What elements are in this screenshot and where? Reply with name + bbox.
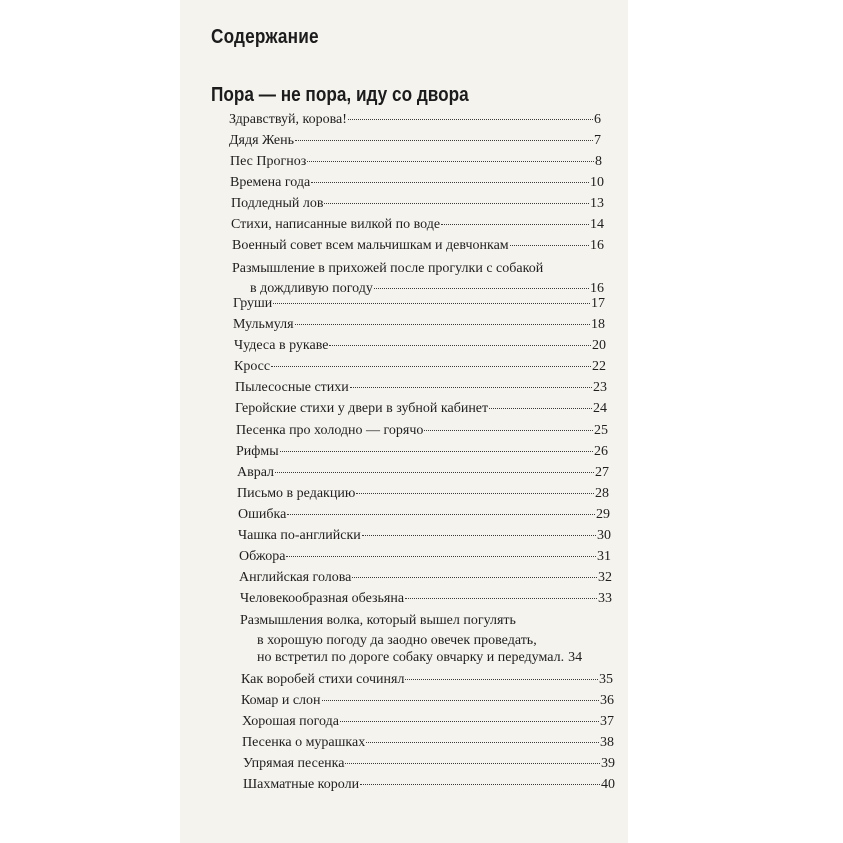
entry-title: Рифмы [236, 444, 279, 459]
entry-title: Упрямая песенка [243, 756, 345, 771]
toc-entry [238, 528, 611, 548]
dot-leader [307, 161, 594, 162]
entry-page: 8 [595, 154, 602, 169]
dot-leader [295, 140, 593, 141]
entry-title: Письмо в редакцию [237, 486, 356, 501]
entry-title: Хорошая погода [242, 714, 339, 729]
toc-entry [237, 465, 609, 485]
entry-title: Пес Прогноз [230, 154, 307, 169]
dot-leader [287, 514, 595, 515]
entry-page: 24 [593, 401, 607, 416]
toc-entry [236, 423, 608, 443]
entry-title: Чашка по-английски [238, 528, 361, 543]
entry-page: 37 [600, 714, 614, 729]
entry-page: 10 [590, 175, 604, 190]
entry-title: Чудеса в рукаве [234, 338, 329, 353]
dot-leader [366, 742, 599, 743]
toc-entry [237, 486, 609, 506]
toc-entry [233, 296, 605, 316]
entry-title: Геройские стихи у двери в зубной кабинет [235, 401, 489, 416]
entry-page: 28 [595, 486, 609, 501]
toc-entry [232, 238, 604, 258]
toc-entry-line: Размышления волка, который вышел погулять [240, 613, 516, 628]
toc-entry-line: в хорошую погоду да заодно овечек проведать, [257, 633, 537, 648]
entry-title: но встретил по дороге собаку овчарку и передумал. [257, 650, 565, 665]
entry-page: 31 [597, 549, 611, 564]
entry-page: 16 [590, 238, 604, 253]
entry-title: Как воробей стихи сочинял [241, 672, 405, 687]
entry-page: 35 [599, 672, 613, 687]
page-title: Содержание [211, 26, 319, 48]
entry-page: 6 [594, 112, 601, 127]
toc-entry [241, 672, 613, 692]
dot-leader [441, 224, 589, 225]
entry-page: 7 [594, 133, 601, 148]
entry-page: 17 [591, 296, 605, 311]
entry-title: в дождливую погоду [250, 281, 373, 296]
dot-leader [286, 556, 596, 557]
entry-page: 22 [592, 359, 606, 374]
dot-leader [350, 387, 592, 388]
toc-entry [243, 777, 615, 797]
entry-title: Песенка о мурашках [242, 735, 366, 750]
entry-title: Шахматные короли [243, 777, 360, 792]
entry-page: 38 [600, 735, 614, 750]
dot-leader [362, 535, 596, 536]
toc-entry [242, 735, 614, 755]
entry-page: 13 [590, 196, 604, 211]
entry-page: 40 [601, 777, 615, 792]
dot-leader [345, 763, 600, 764]
dot-leader [489, 408, 592, 409]
entry-title: Кросс [234, 359, 271, 374]
entry-page: 33 [598, 591, 612, 606]
dot-leader [405, 598, 597, 599]
entry-page: 25 [594, 423, 608, 438]
toc-entry [231, 196, 604, 216]
toc-entry [230, 175, 604, 195]
dot-leader [311, 182, 589, 183]
entry-page: 16 [590, 281, 604, 296]
dot-leader [280, 451, 593, 452]
dot-leader [295, 324, 590, 325]
entry-page: 14 [590, 217, 604, 232]
entry-title: Аврал [237, 465, 275, 480]
dot-leader [340, 721, 599, 722]
toc-entry [229, 133, 601, 153]
entry-title: Ошибка [238, 507, 287, 522]
entry-page: 27 [595, 465, 609, 480]
dot-leader [405, 679, 598, 680]
entry-title: Человекообразная обезьяна [240, 591, 405, 606]
toc-entry [231, 217, 604, 237]
entry-page: 32 [598, 570, 612, 585]
entry-title: Пылесосные стихи [235, 380, 349, 395]
dot-leader [348, 119, 593, 120]
entry-page: 39 [601, 756, 615, 771]
dot-leader [322, 700, 599, 701]
dot-leader [352, 577, 597, 578]
entry-title: Груши [233, 296, 273, 311]
entry-title: Мульмуля [233, 317, 294, 332]
toc-entry [233, 317, 605, 337]
entry-page: 18 [591, 317, 605, 332]
entry-title: Песенка про холодно — горячо [236, 423, 424, 438]
dot-leader [273, 303, 590, 304]
dot-leader [510, 245, 589, 246]
toc-entry [243, 756, 615, 776]
toc-entry [239, 549, 611, 569]
entry-page: 29 [596, 507, 610, 522]
entry-page: 20 [592, 338, 606, 353]
entry-title: Военный совет всем мальчишкам и девчонкам [232, 238, 509, 253]
toc-entry [235, 380, 607, 400]
entry-page: 26 [594, 444, 608, 459]
toc-entry [235, 401, 607, 421]
toc-entry-line: Размышление в прихожей после прогулки с собакой [232, 261, 544, 276]
dot-leader [275, 472, 594, 473]
dot-leader [329, 345, 591, 346]
entry-page: 36 [600, 693, 614, 708]
entry-page: 34 [568, 650, 583, 665]
entry-title: Здравствуй, корова! [229, 112, 347, 127]
dot-leader [424, 430, 593, 431]
dot-leader [360, 784, 600, 785]
entry-title: Обжора [239, 549, 286, 564]
toc-entry [239, 570, 612, 590]
entry-page: 23 [593, 380, 607, 395]
dot-leader [324, 203, 589, 204]
dot-leader [356, 493, 594, 494]
section-title: Пора — не пора, иду со двора [211, 84, 469, 106]
toc-entry [242, 714, 614, 734]
entry-page: 30 [597, 528, 611, 543]
dot-leader [374, 288, 589, 289]
toc-entry [234, 359, 606, 379]
toc-entry [234, 338, 606, 358]
toc-entry [238, 507, 610, 527]
toc-entry [236, 444, 608, 464]
toc-entry [229, 112, 601, 132]
entry-title: Подледный лов [231, 196, 324, 211]
entry-title: Английская голова [239, 570, 352, 585]
entry-title: Комар и слон [241, 693, 321, 708]
toc-entry [241, 693, 614, 713]
entry-title: Стихи, написанные вилкой по воде [231, 217, 441, 232]
toc-entry [257, 650, 613, 670]
entry-title: Времена года [230, 175, 311, 190]
toc-entry [240, 591, 612, 611]
toc-entry [230, 154, 602, 174]
dot-leader [271, 366, 591, 367]
entry-title: Дядя Жень [229, 133, 294, 148]
